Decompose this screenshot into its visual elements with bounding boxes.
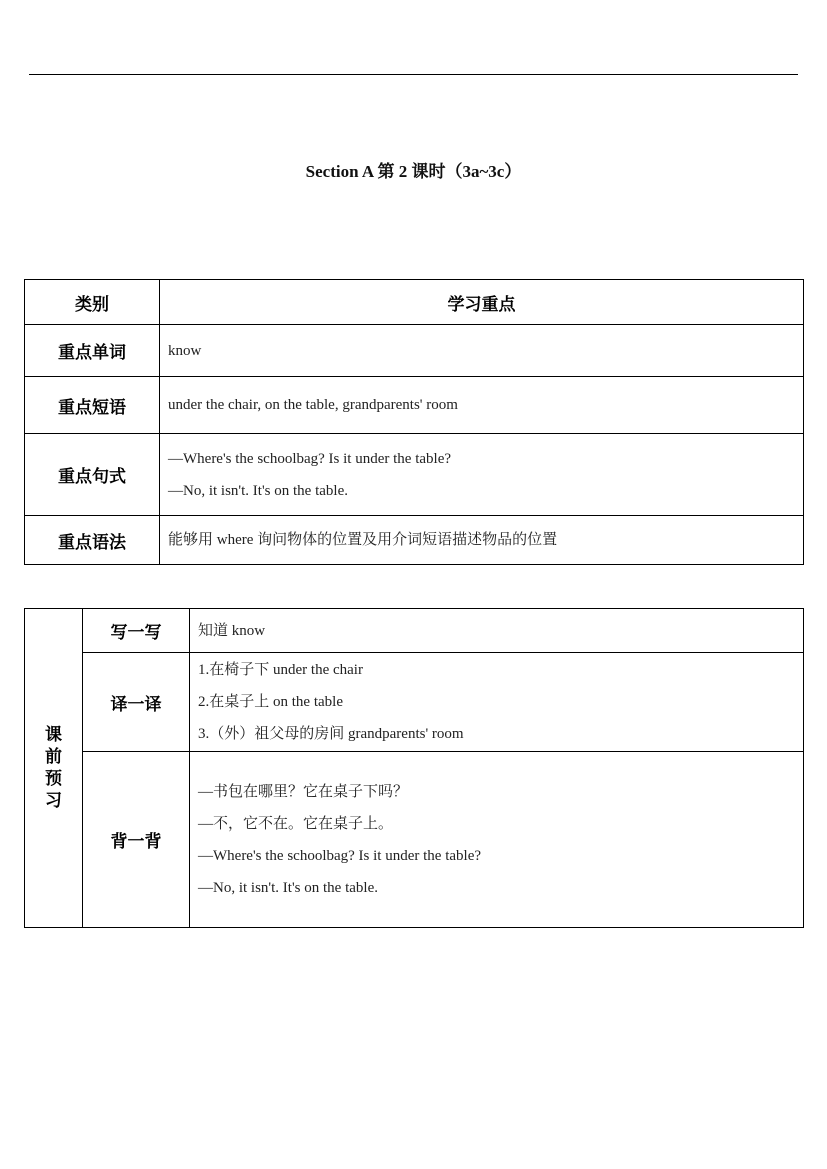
focus-row-sentences [25, 434, 804, 516]
focus-row-words [25, 325, 804, 377]
content-line: —No, it isn't. It's on the table. [198, 879, 378, 896]
focus-row-label: 重点短语 [25, 377, 160, 434]
preview-side-label: 课前预习 [45, 725, 62, 811]
focus-table-header-row [25, 280, 804, 325]
focus-row-label: 重点句式 [25, 434, 160, 516]
focus-row-content [160, 516, 804, 565]
content-line: —Where's the schoolbag? Is it under the table? [168, 450, 452, 467]
preview-row-label: 背一背 [83, 752, 190, 928]
focus-row-grammar [25, 516, 804, 565]
preview-row-label: 写一写 [83, 609, 190, 653]
preview-row-write [25, 609, 804, 653]
content-line: —书包在哪里？它在桌子下吗？ [198, 783, 409, 800]
preview-row-content [190, 653, 804, 752]
focus-header: 学习重点 [160, 280, 804, 325]
focus-table [24, 279, 804, 565]
focus-row-phrases [25, 377, 804, 434]
content-line: know [168, 342, 202, 359]
content-line: —Where's the schoolbag? Is it under the table? [198, 847, 482, 864]
preview-row-label: 译一译 [83, 653, 190, 752]
focus-row-content [160, 325, 804, 377]
content-line: 3.（外）祖父母的房间 grandparents' room [198, 726, 464, 742]
preview-row-translate [25, 653, 804, 752]
content-line: 能够用 where 询问物体的位置及用介词短语描述物品的位置 [168, 532, 558, 548]
content-line: 2.在桌子上 on the table [198, 694, 343, 710]
preview-side-cell [25, 609, 83, 928]
content-line: —不，它不在。它在桌子上。 [198, 815, 394, 832]
header-rule [29, 74, 798, 75]
preview-row-content [190, 609, 804, 653]
page-title: Section A 第 2 课时（3a~3c） [305, 162, 522, 181]
content-line: 知道 know [198, 622, 266, 639]
content-line: 1.在椅子下 under the chair [198, 662, 363, 678]
focus-row-content [160, 377, 804, 434]
focus-row-label: 重点语法 [25, 516, 160, 565]
preview-table [24, 608, 804, 928]
content-line: —No, it isn't. It's on the table. [168, 482, 348, 499]
category-header: 类别 [25, 280, 160, 325]
focus-row-content [160, 434, 804, 516]
focus-row-label: 重点单词 [25, 325, 160, 377]
content-line: under the chair, on the table, grandparents' room [168, 397, 458, 413]
preview-row-recite [25, 752, 804, 928]
preview-row-content [190, 752, 804, 928]
